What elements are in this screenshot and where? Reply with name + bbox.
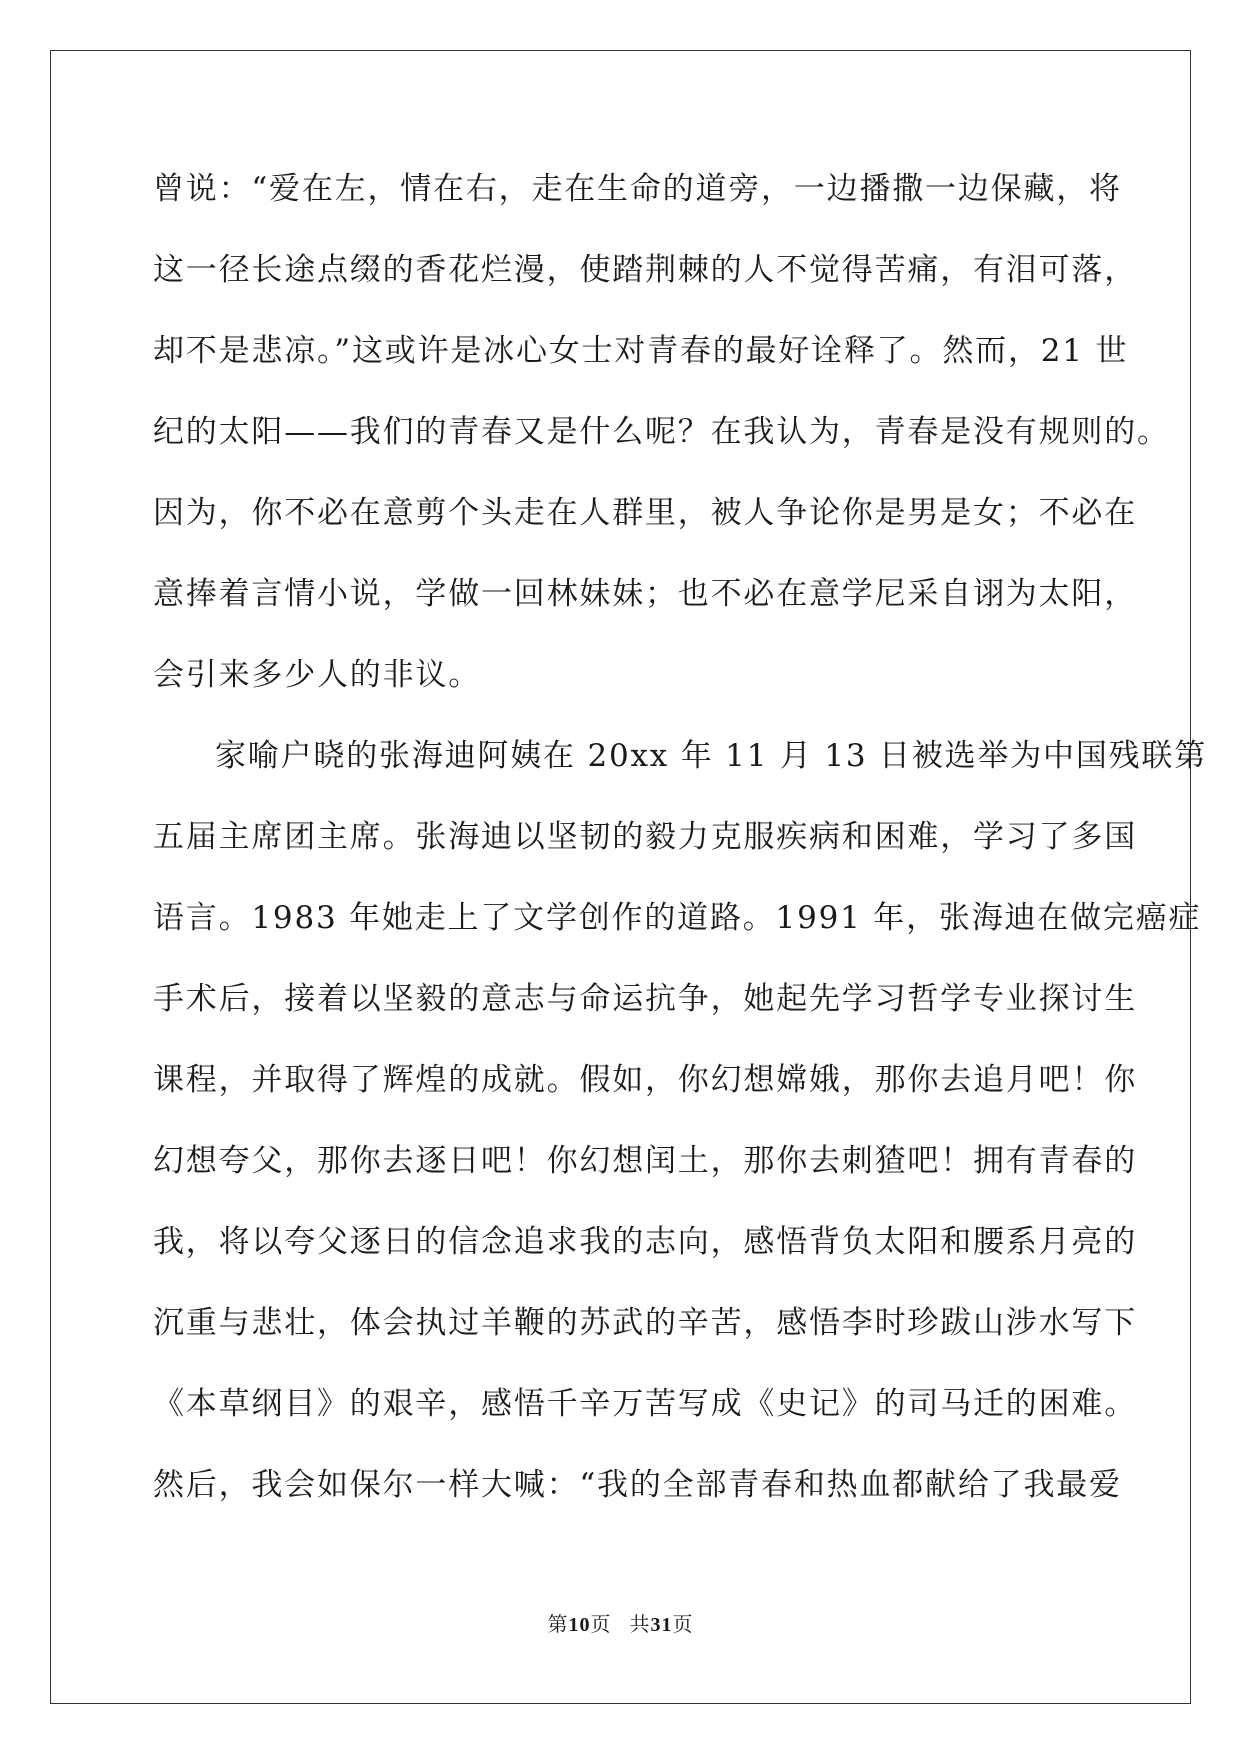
text-line: 五届主席团主席。张海迪以坚韧的毅力克服疾病和困难，学习了多国 bbox=[153, 819, 1137, 855]
text-line: 手术后，接着以坚毅的意志与命运抗争，她起先学习哲学专业探讨生 bbox=[153, 981, 1137, 1017]
text-line: 这一径长途点缀的香花烂漫，使踏荆棘的人不觉得苦痛，有泪可落， bbox=[153, 252, 1137, 288]
total-page-count: 31 bbox=[650, 1614, 673, 1636]
paragraph-first-line: 家喻户晓的张海迪阿姨在 20xx 年 11 月 13 日被选举为中国残联第 bbox=[215, 738, 1208, 774]
footer-total-prefix: 共 bbox=[629, 1612, 651, 1636]
text-line: 纪的太阳——我们的青春又是什么呢？在我认为，青春是没有规则的。 bbox=[153, 414, 1170, 450]
footer-prefix: 第 bbox=[547, 1612, 569, 1636]
footer-total-unit: 页 bbox=[672, 1612, 694, 1636]
page-footer bbox=[0, 1612, 1241, 1637]
text-line: 会引来多少人的非议。 bbox=[153, 657, 481, 693]
text-line: 却不是悲凉。”这或许是冰心女士对青春的最好诠释了。然而，21 世 bbox=[153, 333, 1129, 369]
text-line: 幻想夸父，那你去逐日吧！你幻想闰土，那你去刺猹吧！拥有青春的 bbox=[153, 1143, 1137, 1179]
text-line: 意捧着言情小说，学做一回林妹妹；也不必在意学尼采自诩为太阳， bbox=[153, 576, 1137, 612]
text-line: 沉重与悲壮，体会执过羊鞭的苏武的辛苦，感悟李时珍跋山涉水写下 bbox=[153, 1305, 1137, 1341]
text-line: 然后，我会如保尔一样大喊：“我的全部青春和热血都献给了我最爱 bbox=[153, 1467, 1122, 1503]
text-line: 《本草纲目》的艰辛，感悟千辛万苦写成《史记》的司马迁的困难。 bbox=[153, 1386, 1137, 1422]
footer-page-unit: 页 bbox=[590, 1612, 612, 1636]
text-line: 因为，你不必在意剪个头走在人群里，被人争论你是男是女；不必在 bbox=[153, 495, 1137, 531]
text-line: 我，将以夸父逐日的信念追求我的志向，感悟背负太阳和腰系月亮的 bbox=[153, 1224, 1137, 1260]
document-body bbox=[153, 158, 1208, 1535]
text-line: 课程，并取得了辉煌的成就。假如，你幻想嫦娥，那你去追月吧！你 bbox=[153, 1062, 1137, 1098]
current-page-number: 10 bbox=[568, 1614, 591, 1636]
text-line: 曾说：“爱在左，情在右，走在生命的道旁，一边播撒一边保藏，将 bbox=[153, 171, 1122, 207]
text-line: 语言。1983 年她走上了文学创作的道路。1991 年，张海迪在做完癌症 bbox=[153, 900, 1202, 936]
